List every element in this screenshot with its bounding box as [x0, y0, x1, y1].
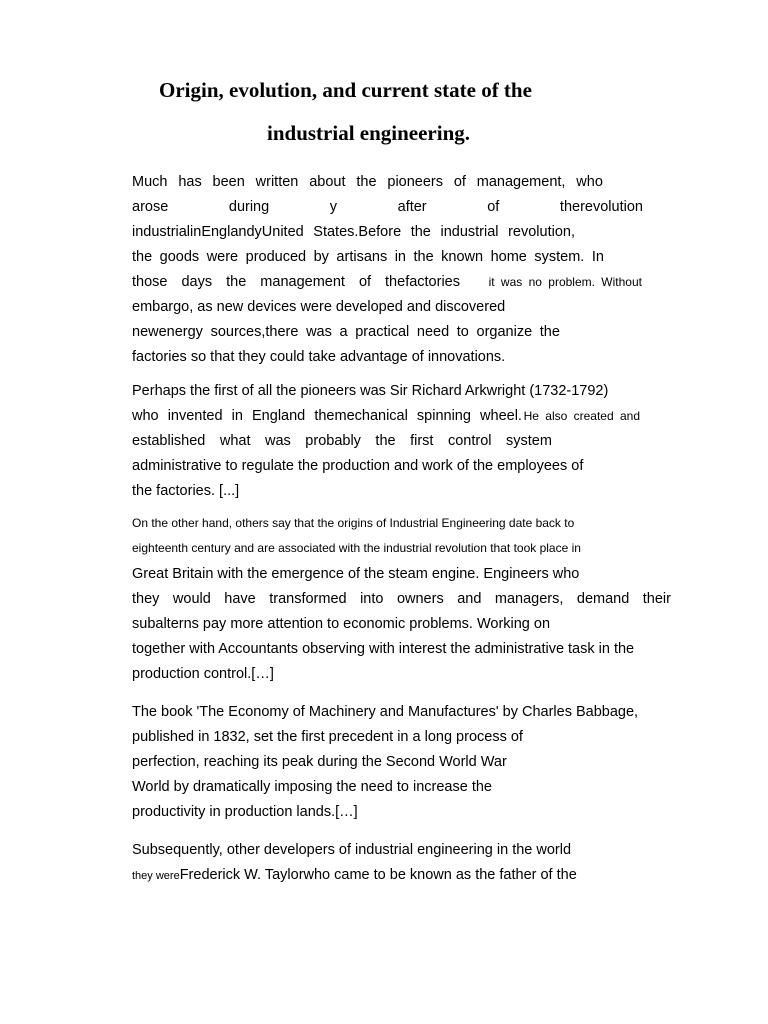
- word: sources,there: [210, 324, 299, 340]
- p2-line-2-main: [132, 407, 522, 425]
- word: therevolution: [559, 199, 643, 215]
- word: system.: [534, 249, 585, 265]
- word: about: [309, 174, 346, 190]
- p3-line-5: subalterns pay more attention to economic problems. Working on: [132, 616, 551, 632]
- p3-line-3: Great Britain with the emergence of the steam engine. Engineers who: [132, 566, 580, 582]
- word: their: [642, 591, 671, 607]
- p4-line-4: World by dramatically imposing the need to increase the: [132, 779, 493, 795]
- p2-line-2: [132, 407, 640, 425]
- word: has: [178, 174, 202, 190]
- word: In: [591, 249, 604, 265]
- word: in: [394, 249, 406, 265]
- word: they: [132, 591, 160, 607]
- word: those: [132, 274, 168, 290]
- p1-line-5-small: it was no problem. Without: [488, 275, 642, 289]
- word: into: [360, 591, 384, 607]
- word: would: [172, 591, 211, 607]
- word: were: [206, 249, 239, 265]
- word: need: [416, 324, 450, 340]
- word: probably: [305, 433, 361, 449]
- word: written: [255, 174, 299, 190]
- word: the: [356, 174, 377, 190]
- word: management,: [476, 174, 566, 190]
- word: the: [410, 224, 431, 240]
- p3-line-4: [132, 590, 671, 608]
- p4-line-2: published in 1832, set the first precedent in a long process of: [132, 729, 523, 745]
- word: y: [329, 199, 338, 215]
- word: Much: [132, 174, 168, 190]
- word: after: [397, 199, 427, 215]
- p1-line-4: [132, 248, 604, 266]
- word: home: [490, 249, 527, 265]
- word: in: [231, 408, 243, 424]
- title-line-1: Origin, evolution, and current state of the: [159, 78, 532, 102]
- word: thefactories: [385, 274, 460, 290]
- word: invented: [167, 408, 223, 424]
- word: days: [181, 274, 213, 290]
- p1-line-5: [132, 273, 642, 291]
- word: have: [224, 591, 256, 607]
- p2-line-4: administrative to regulate the production and work of the employees of: [132, 458, 584, 474]
- word: established: [132, 433, 206, 449]
- word: demand: [576, 591, 630, 607]
- word: to: [456, 324, 469, 340]
- p4-line-1: The book 'The Economy of Machinery and Manufactures' by Charles Babbage,: [132, 704, 639, 720]
- word: known: [441, 249, 484, 265]
- p3-line-2: eighteenth century and are associated with the industrial revolution that took place in: [132, 541, 581, 555]
- p1-line-8: factories so that they could take advantage of innovations.: [132, 349, 506, 365]
- word: of: [453, 174, 466, 190]
- word: was: [306, 324, 332, 340]
- word: control: [447, 433, 492, 449]
- p4-line-3: perfection, reaching its peak during the Second World War: [132, 754, 507, 770]
- word: pioneers: [387, 174, 443, 190]
- p1-line-2: [132, 198, 643, 216]
- word: of: [358, 274, 372, 290]
- p4-line-5: productivity in production lands.[…]: [132, 804, 358, 820]
- word: produced: [245, 249, 307, 265]
- word: themechanical: [314, 408, 408, 424]
- p2-line-2-small: He also created and: [523, 409, 640, 423]
- word: wheel.: [480, 408, 522, 424]
- word: organize: [476, 324, 533, 340]
- title-line-2: industrial engineering.: [267, 121, 471, 145]
- word: transformed: [269, 591, 347, 607]
- word: during: [228, 199, 270, 215]
- p1-line-1: [132, 173, 603, 191]
- p3-line-1: On the other hand, others say that the origins of Industrial Engineering date back to: [132, 516, 575, 530]
- word: spinning: [416, 408, 471, 424]
- word: artisans: [336, 249, 388, 265]
- word: what: [219, 433, 251, 449]
- word: the: [375, 433, 396, 449]
- word: goods: [159, 249, 200, 265]
- word: the: [539, 324, 560, 340]
- p5-line-2-small: they were: [132, 870, 180, 882]
- word: was: [265, 433, 291, 449]
- word: who: [576, 174, 603, 190]
- word: the: [132, 249, 153, 265]
- p1-line-7: [132, 323, 560, 341]
- p5-line-1: Subsequently, other developers of industrial engineering in the world: [132, 842, 572, 858]
- word: of: [487, 199, 500, 215]
- word: managers,: [494, 591, 564, 607]
- p3-line-7: production control.[…]: [132, 666, 274, 682]
- word: practical: [355, 324, 410, 340]
- word: and: [457, 591, 482, 607]
- p3-line-6: together with Accountants observing with interest the administrative task in the: [132, 641, 635, 657]
- word: arose: [132, 199, 169, 215]
- p1-line-6: embargo, as new devices were developed and discovered: [132, 299, 506, 315]
- word: owners: [396, 591, 444, 607]
- word: by: [313, 249, 329, 265]
- word: the: [226, 274, 247, 290]
- word: system: [505, 433, 552, 449]
- word: revolution,: [508, 224, 575, 240]
- p5-line-2-main: Frederick W. Taylorwho came to be known as the father of the: [179, 867, 577, 883]
- p5-line-2: [132, 866, 577, 885]
- p2-line-1: Perhaps the first of all the pioneers was Sir Richard Arkwright (1732-1792): [132, 383, 609, 399]
- word: who: [132, 408, 159, 424]
- word: newenergy: [132, 324, 203, 340]
- word: management: [260, 274, 345, 290]
- word: industrialinEnglandyUnited: [132, 224, 304, 240]
- p2-line-5: the factories. [...]: [132, 483, 240, 499]
- p2-line-3: [132, 432, 552, 450]
- word: industrial: [440, 224, 499, 240]
- word: States.Before: [313, 224, 402, 240]
- word: the: [413, 249, 434, 265]
- p1-line-3: [132, 223, 575, 241]
- p1-line-5-main: [132, 273, 460, 291]
- word: first: [410, 433, 434, 449]
- word: been: [212, 174, 245, 190]
- word: England: [252, 408, 306, 424]
- word: a: [339, 324, 348, 340]
